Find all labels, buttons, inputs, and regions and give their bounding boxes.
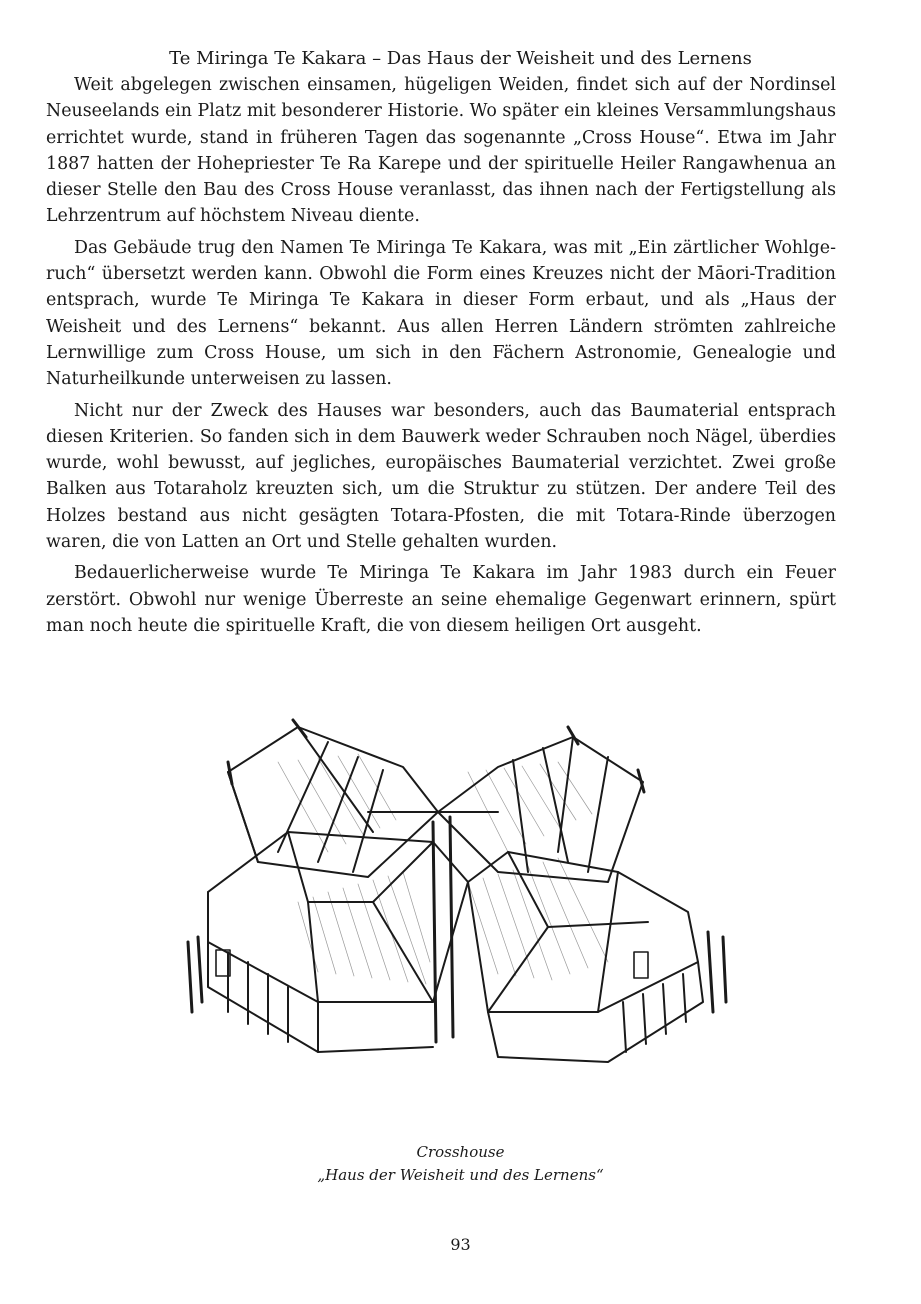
caption-subtitle: „Haus der Weisheit und des Lernens“ bbox=[317, 1166, 604, 1184]
caption-title: Crosshouse bbox=[416, 1143, 505, 1161]
roof-hatching bbox=[278, 754, 608, 984]
crosshouse-illustration bbox=[168, 712, 752, 1116]
page-heading: Te Miringa Te Kakara – Das Haus der Weisheit und des Lernens bbox=[169, 48, 752, 69]
paragraph-4: Bedauerlicherweise wurde Te Miringa Te Kakara im Jahr 1983 durch ein Feuer zerstört. Obwohl nur wenige Überreste an seine ehemalige Gegenwart erinnern, spürt man noch heute die spirituelle Kraft, die von diesem heiligen Ort ausgeht. bbox=[46, 563, 836, 636]
paragraph-3: Nicht nur der Zweck des Hauses war besonders, auch das Baumaterial entsprach diesen Kriterien. So fanden sich in dem Bauwerk weder Schrauben noch Nägel, überdies wurde, wohl bewusst, auf jegliches, europäisches Baumaterial verzichtet. Zwei große Balken aus Totaraholz kreuzten sich, um die Struktur zu stützen. Der andere Teil des Holzes bestand aus nicht gesägten Totara-Pfosten, die mit Totara-Rinde überzogen waren, die von Latten an Ort und Stelle gehalten wurden. bbox=[46, 400, 836, 553]
page-number: 93 bbox=[450, 1235, 471, 1254]
left-wing bbox=[188, 832, 468, 1052]
right-wing bbox=[468, 852, 726, 1062]
body-text bbox=[46, 72, 836, 644]
paragraph-2: Das Gebäude trug den Namen Te Miringa Te Kakara, was mit „Ein zärtlicher Wohlgeruch“ übersetzt werden kann. Obwohl die Form eines Kreuzes nicht der Māori-Tradition entsprach, wurde Te Miringa Te Kakara in dieser Form erbaut, und als „Haus der Weisheit und des Lernens“ bekannt. Aus allen Herren Ländern strömten zahlreiche Lernwillige zum Cross House, um sich in den Fächern Astronomie, Genealogie und Naturheilkunde unterweisen zu lassen. bbox=[46, 237, 836, 390]
figure-caption bbox=[0, 1141, 921, 1187]
paragraph-1: Weit abgelegen zwischen einsamen, hügeligen Weiden, findet sich auf der Nordinsel Neuseelands ein Platz mit besonderer Historie. Wo später ein kleines Versammlungshaus errichtet wurde, stand in früheren Tagen das sogenannte „Cross House“. Etwa im Jahr 1887 hatten der Hohepriester Te Ra Karepe und der spirituelle Heiler Rangawhenua an dieser Stelle den Bau des Cross House veranlasst, das ihnen nach der Fertigstellung als Lehrzentrum auf höchstem Niveau diente. bbox=[46, 75, 836, 227]
